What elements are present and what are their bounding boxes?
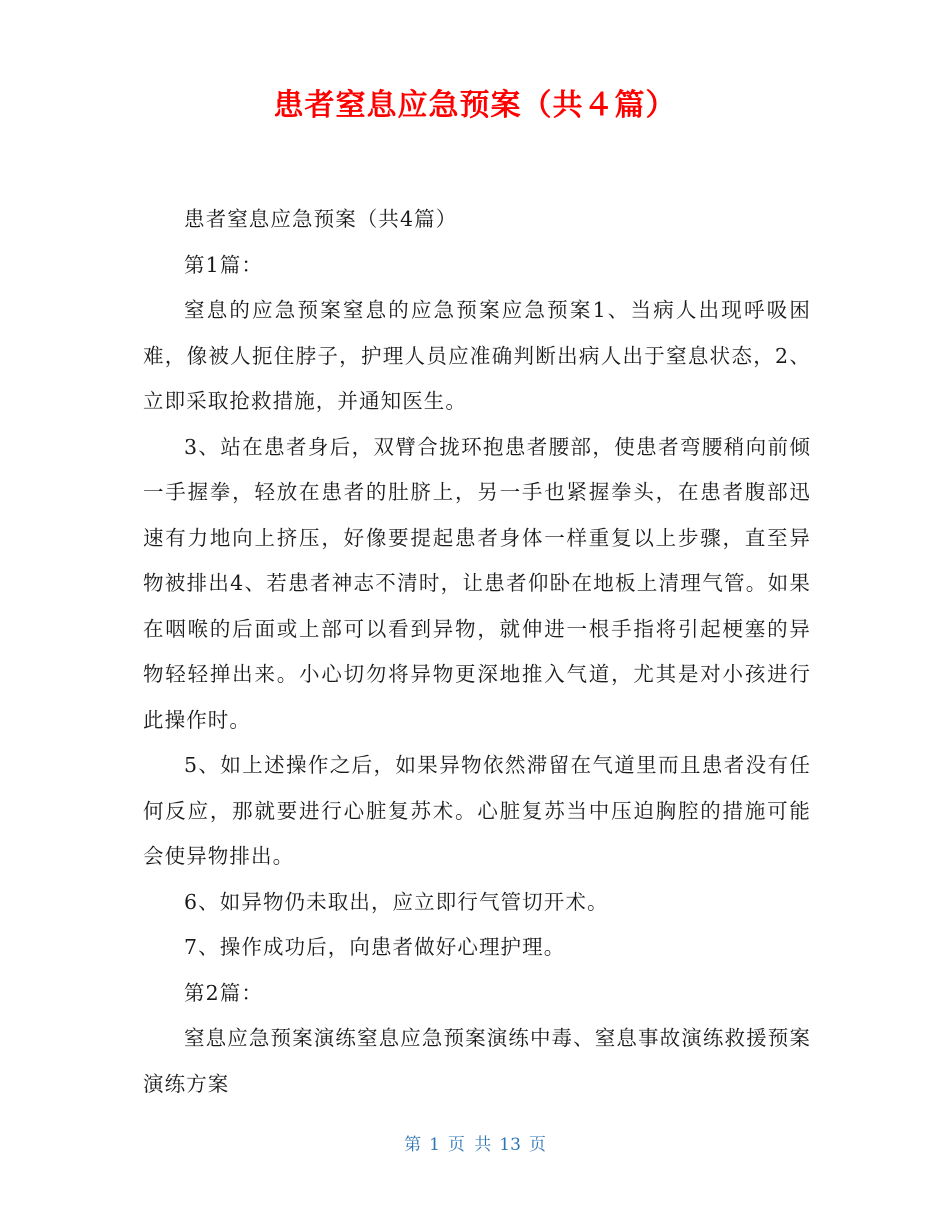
footer-total-pages: 13 — [499, 1135, 521, 1155]
paragraph: 窒息应急预案演练窒息应急预案演练中毒、窒息事故演练救援预案演练方案 — [143, 1026, 811, 1096]
paragraph: 5、如上述操作之后，如果异物依然滞留在气道里而且患者没有任何反应，那就要进行心脏复苏术。心脏复苏当中压迫胸腔的措施可能会使异物排出。 — [143, 753, 811, 868]
paragraph: 3、站在患者身后，双臂合拢环抱患者腰部，使患者弯腰稍向前倾一手握拳，轻放在患者的肚脐上，另一手也紧握拳头，在患者腹部迅速有力地向上挤压，好像要提起患者身体一样重复以上步骤，直至异物被排出4、若患者神志不清时，让患者仰卧在地板上清理气管。如果在咽喉的后面或上部可以看到异物，就伸进一根手指将引起梗塞的异物轻轻掸出来。小心切勿将异物更深地推入气道，尤其是对小孩进行此操作时。 — [143, 434, 811, 732]
page-footer — [0, 1133, 950, 1157]
footer-prefix: 第 — [404, 1135, 422, 1155]
paragraph: 窒息的应急预案窒息的应急预案应急预案1、当病人出现呼吸困难，像被人扼住脖子，护理人员应准确判断出病人出于窒息状态，2、立即采取抢救措施，并通知医生。 — [143, 298, 811, 413]
paragraph: 7、操作成功后，向患者做好心理护理。 — [184, 935, 566, 959]
footer-page-number: 1 — [429, 1135, 440, 1155]
paragraph: 6、如异物仍未取出，应立即行气管切开术。 — [184, 889, 609, 914]
document-body — [143, 197, 811, 1107]
paragraph-heading: 患者窒息应急预案（共4篇） — [184, 207, 458, 231]
document-title: 患者窒息应急预案（共４篇） — [273, 88, 677, 123]
footer-middle: 页 共 — [447, 1135, 492, 1155]
paragraph-part-2-label: 第2篇： — [184, 980, 263, 1005]
footer-suffix: 页 — [528, 1135, 546, 1155]
paragraph-part-1-label: 第1篇： — [184, 252, 263, 277]
